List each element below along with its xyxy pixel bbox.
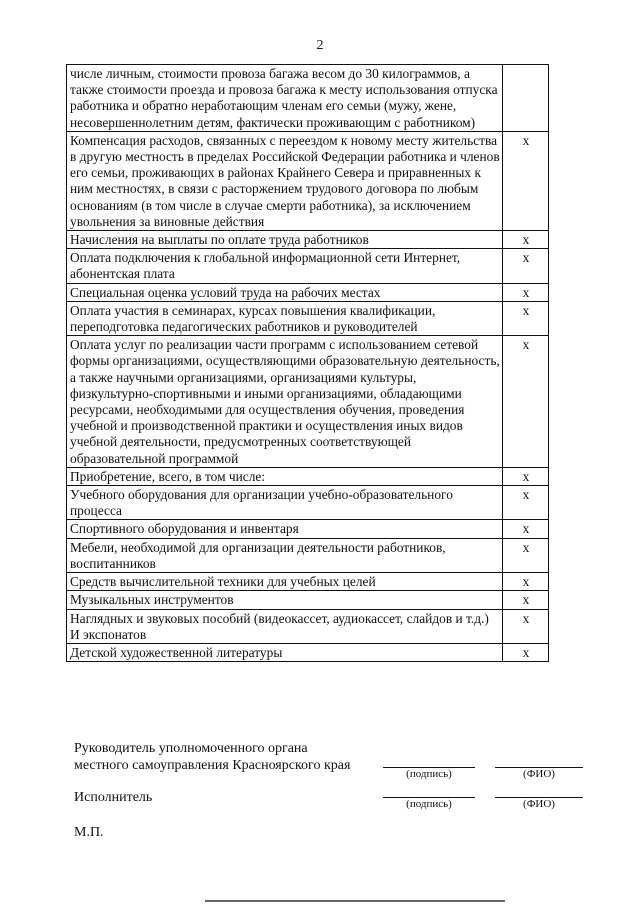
row-name: Компенсация расходов, связанных с переездом к новому месту жительства в другую местность в пределах Российской Федерации работника и членов его семьи, проживающих в районах Крайнего Севера и приравненных к ним местностях, в связи с расторжением трудового договора по любым основаниям (в том числе в случае смерти работника), за исключением увольнения за виновные действия <box>67 131 503 230</box>
row-name: Детской художественной литературы <box>67 643 503 661</box>
table-row <box>67 538 549 572</box>
table-row <box>67 65 549 132</box>
row-mark: x <box>503 486 549 520</box>
row-name: Спортивного оборудования и инвентаря <box>67 520 503 538</box>
table-row <box>67 249 549 283</box>
executor-name-caption: (ФИО) <box>523 798 555 810</box>
row-name: Специальная оценка условий труда на рабочих местах <box>67 283 503 301</box>
row-mark: x <box>503 520 549 538</box>
row-mark: x <box>503 231 549 249</box>
executor-signature-caption: (подпись) <box>406 798 452 810</box>
head-signature-label <box>74 740 350 774</box>
row-mark: x <box>503 591 549 609</box>
row-name: Оплата подключения к глобальной информационной сети Интернет, абонентская плата <box>67 249 503 283</box>
row-mark <box>503 65 549 132</box>
row-mark: x <box>503 301 549 335</box>
table-row <box>67 301 549 335</box>
row-mark: x <box>503 336 549 468</box>
head-title-line2: местного самоуправления Красноярского края <box>74 758 351 773</box>
table-row <box>67 336 549 468</box>
row-name: Музыкальных инструментов <box>67 591 503 609</box>
executor-label: Исполнитель <box>74 790 153 805</box>
row-mark: x <box>503 249 549 283</box>
head-name-caption: (ФИО) <box>523 768 555 780</box>
row-mark: x <box>503 609 549 643</box>
table-row <box>67 609 549 643</box>
scan-edge-line <box>205 900 505 902</box>
row-mark: x <box>503 131 549 230</box>
row-name: Наглядных и звуковых пособий (видеокассет, аудиокассет, слайдов и т.д.) И экспонатов <box>67 609 503 643</box>
row-mark: x <box>503 467 549 485</box>
row-name: Мебели, необходимой для организации деятельности работников, воспитанников <box>67 538 503 572</box>
table-row <box>67 283 549 301</box>
table-row <box>67 591 549 609</box>
row-name: Оплата участия в семинарах, курсах повышения квалификации, переподготовка педагогических работников и руководителей <box>67 301 503 335</box>
row-name: Оплата услуг по реализации части программ с использованием сетевой формы организациями, осуществляющими образовательную деятельность, а также научными организациями, организациями культуры, физкультурно-спортивными и иными организациями, обладающими ресурсами, необходимыми для осуществления обучения, проведения учебной и производственной практики и осуществления иных видов учебной деятельности, предусмотренных соответствующей образовательной программой <box>67 336 503 468</box>
head-title-line1: Руководитель уполномоченного органа <box>74 741 308 756</box>
table-row <box>67 131 549 230</box>
head-signature-caption: (подпись) <box>406 768 452 780</box>
table-row <box>67 231 549 249</box>
row-name: Приобретение, всего, в том числе: <box>67 467 503 485</box>
row-name: числе личным, стоимости провоза багажа весом до 30 килограммов, а также стоимости проезда и провоза багажа к месту использования отпуска работника и обратно неработающим членам его семьи (мужу, жене, несовершеннолетним детям, фактически проживающим с работником) <box>67 65 503 132</box>
row-mark: x <box>503 283 549 301</box>
seal-label: М.П. <box>74 825 104 840</box>
row-name: Средств вычислительной техники для учебных целей <box>67 573 503 591</box>
table-row <box>67 467 549 485</box>
table-row <box>67 643 549 661</box>
table-row <box>67 520 549 538</box>
table-row <box>67 486 549 520</box>
row-name: Учебного оборудования для организации учебно-образовательного процесса <box>67 486 503 520</box>
row-name: Начисления на выплаты по оплате труда работников <box>67 231 503 249</box>
page-number: 2 <box>316 38 324 53</box>
row-mark: x <box>503 538 549 572</box>
row-mark: x <box>503 573 549 591</box>
row-mark: x <box>503 643 549 661</box>
expense-table <box>66 64 549 662</box>
table-row <box>67 573 549 591</box>
